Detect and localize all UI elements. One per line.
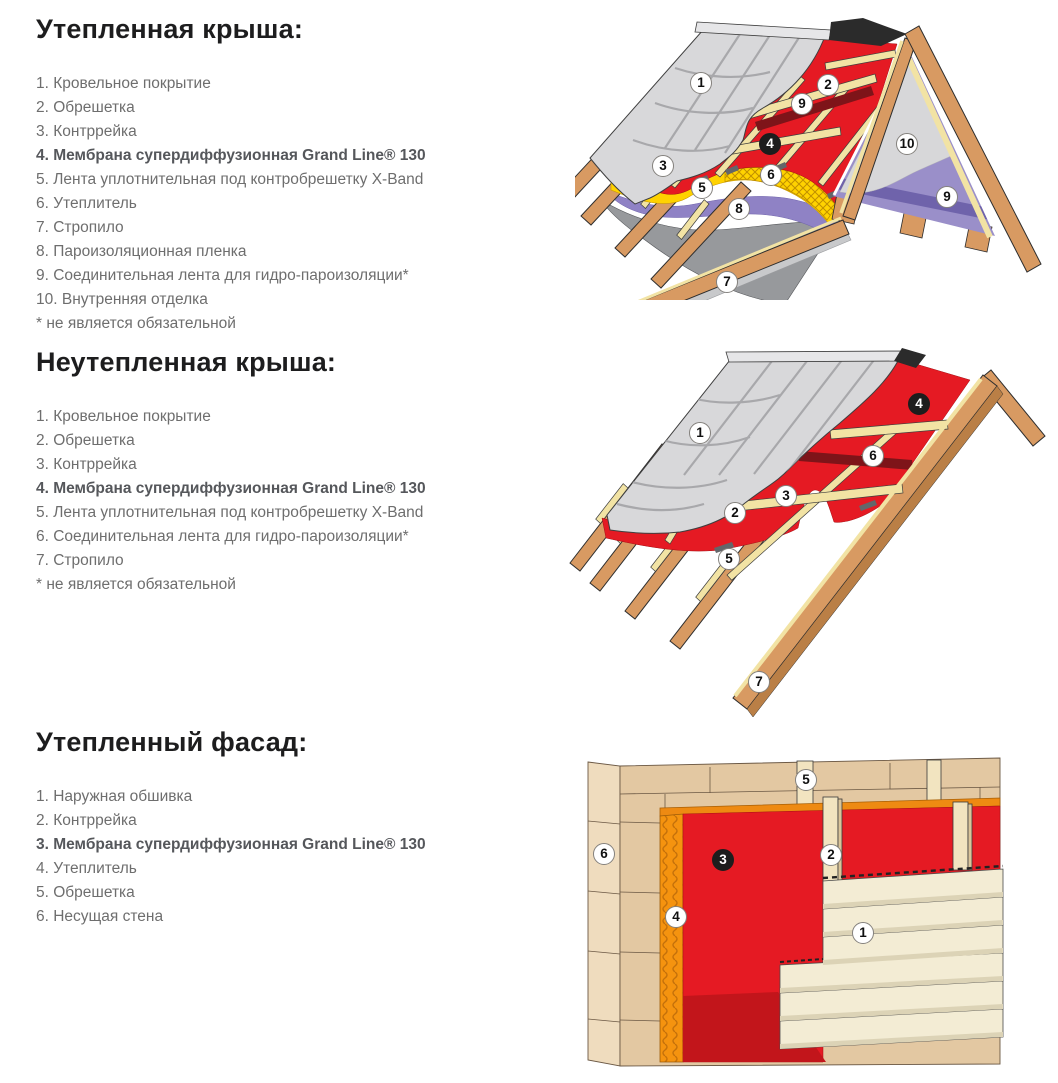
diagram2-badge-6: 6 [862,445,884,467]
layer-list-uninsulated-roof [36,405,426,597]
layer-list-item: 3. Мембрана супердиффузионная Grand Line® 130 [36,836,426,853]
section-heading-uninsulated-roof: Неутепленная крыша: [36,347,337,377]
layer-list-item: 4. Мембрана супердиффузионная Grand Line® 130 [36,147,426,164]
layer-list-item: 7. Стропило [36,219,124,236]
layer-list-item: 7. Стропило [36,552,124,569]
diagram3-badge-5: 5 [795,769,817,791]
diagram2-badge-1: 1 [689,422,711,444]
layer-list-item: 1. Кровельное покрытие [36,75,211,92]
layer-list-item: 9. Соединительная лента для гидро-пароизоляции* [36,267,409,284]
diagram2-badge-2: 2 [724,502,746,524]
diagram3-badge-3: 3 [712,849,734,871]
layer-list-item: 1. Кровельное покрытие [36,408,211,425]
layer-list-item: 8. Пароизоляционная пленка [36,243,247,260]
layer-list-item: 2. Обрешетка [36,99,135,116]
diagram2-badge-5: 5 [718,548,740,570]
layer-list-item: 2. Контррейка [36,812,137,829]
section-heading-insulated-roof: Утепленная крыша: [36,14,304,44]
layer-list-item: * не является обязательной [36,576,236,593]
layer-list-item: 2. Обрешетка [36,432,135,449]
insulation-layer [660,814,683,1062]
diagram3-badge-6: 6 [593,843,615,865]
insulated-facade-illustration [560,744,1058,1079]
diagram1-badge-6: 6 [760,164,782,186]
diagram1-badge-9b: 9 [936,186,958,208]
diagram1-badge-1: 1 [690,72,712,94]
insulated-roof-diagram [575,8,1058,300]
insulated-roof-illustration [575,8,1058,300]
layer-list-item: 5. Обрешетка [36,884,135,901]
layer-list-item: 1. Наружная обшивка [36,788,193,805]
layer-list-insulated-roof [36,72,426,336]
diagram3-badge-1: 1 [852,922,874,944]
diagram1-badge-5: 5 [691,177,713,199]
diagram1-badge-8: 8 [728,198,750,220]
layer-list-item: 4. Мембрана супердиффузионная Grand Line® 130 [36,480,426,497]
layer-list-item: 6. Соединительная лента для гидро-пароизоляции* [36,528,409,545]
diagram2-badge-4: 4 [908,393,930,415]
layer-list-item: 6. Несущая стена [36,908,164,925]
uninsulated-roof-diagram [562,332,1058,717]
layer-list-item: 5. Лента уплотнительная под контробрешетку X-Band [36,171,424,188]
ridge-cap [726,351,905,362]
diagram1-badge-3: 3 [652,155,674,177]
layer-list-item: 6. Утеплитель [36,195,137,212]
diagram2-badge-7: 7 [748,671,770,693]
uninsulated-roof-illustration [562,332,1058,717]
diagram1-badge-2: 2 [817,74,839,96]
layer-list-item: 4. Утеплитель [36,860,137,877]
diagram1-badge-9a: 9 [791,93,813,115]
diagram1-badge-10: 10 [896,133,918,155]
section-heading-insulated-facade: Утепленный фасад: [36,727,308,757]
layer-list-item: * не является обязательной [36,315,236,332]
insulated-facade-diagram [560,744,1058,1079]
diagram3-badge-4: 4 [665,906,687,928]
diagram2-badge-3: 3 [775,485,797,507]
layer-list-item: 5. Лента уплотнительная под контробрешетку X-Band [36,504,424,521]
diagram3-badge-2: 2 [820,844,842,866]
layer-list-item: 10. Внутренняя отделка [36,291,208,308]
layer-list-item: 3. Контррейка [36,123,137,140]
diagram1-badge-4: 4 [759,133,781,155]
diagram1-badge-7: 7 [716,271,738,293]
layer-list-item: 3. Контррейка [36,456,137,473]
layer-list-insulated-facade [36,785,426,929]
